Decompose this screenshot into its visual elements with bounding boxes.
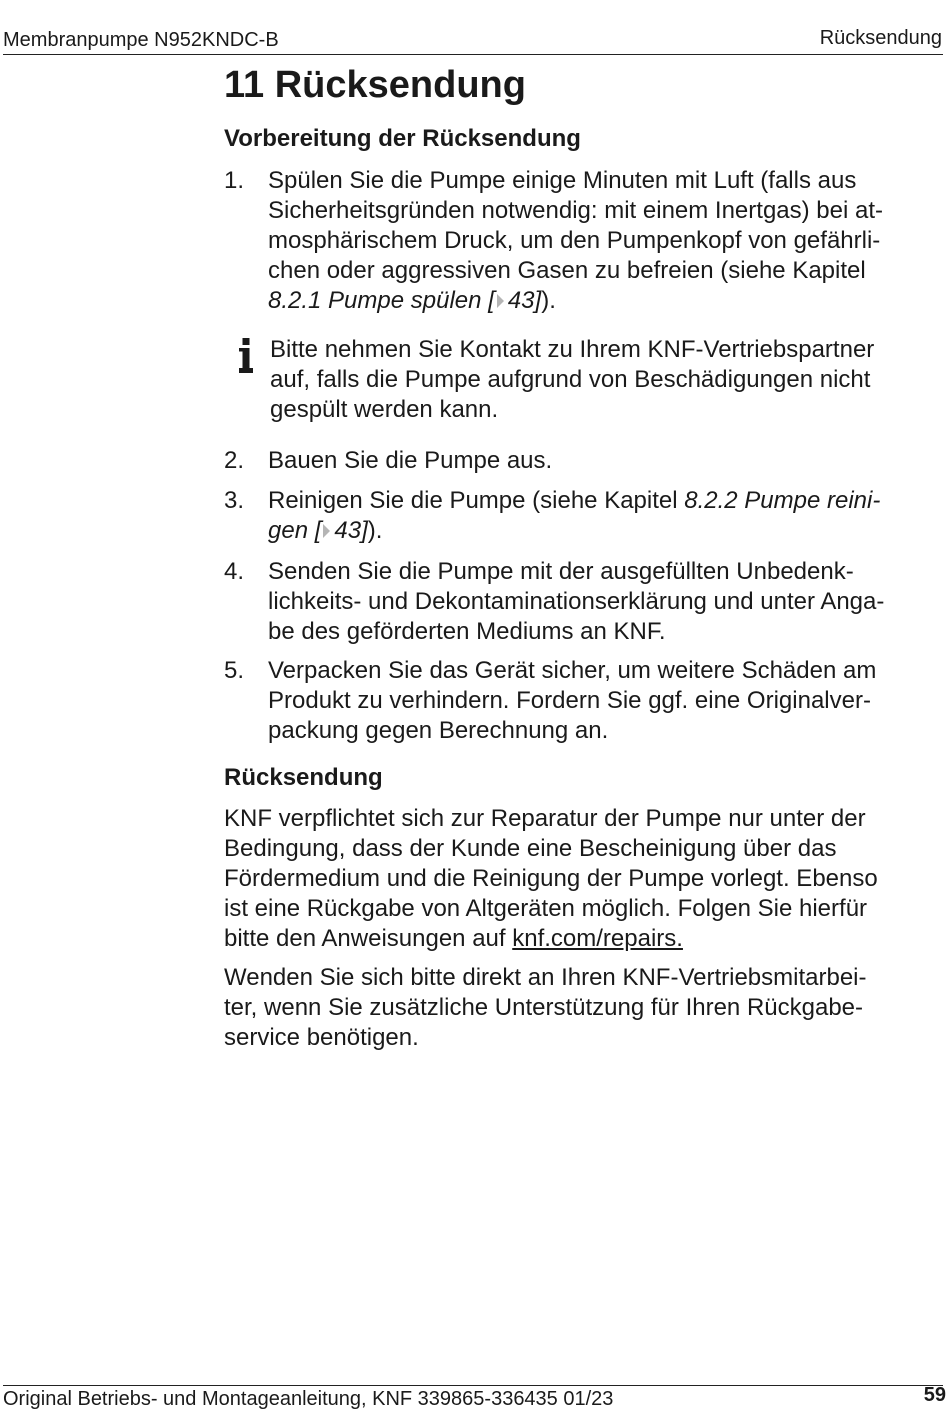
step-text-line: Bauen Sie die Pumpe aus.	[268, 447, 553, 474]
step-text-line: Sicherheitsgründen notwendig: mit einem Inertgas) bei at-	[268, 197, 883, 224]
reference-page: 43]	[334, 517, 368, 544]
reference-tail: ).	[367, 517, 383, 544]
page-arrow-icon	[323, 524, 330, 538]
note-text-line: Bitte nehmen Sie Kontakt zu Ihrem KNF-Vertriebspartner	[270, 336, 875, 363]
info-icon	[238, 338, 254, 374]
paragraph-line: Fördermedium und die Reinigung der Pumpe vorlegt. Ebenso	[224, 865, 878, 892]
page-arrow-icon	[497, 294, 504, 308]
step-text-line: be des geförderten Mediums an KNF.	[268, 618, 666, 645]
footer-divider	[3, 1385, 943, 1386]
note-text-line: auf, falls die Pumpe aufgrund von Beschädigungen nicht	[270, 366, 871, 393]
paragraph-line: service benötigen.	[224, 1024, 419, 1051]
step-text-line: Produkt zu verhindern. Fordern Sie ggf. eine Originalver-	[268, 687, 871, 714]
paragraph-line: Bedingung, dass der Kunde eine Bescheinigung über das	[224, 835, 837, 862]
step-number: 3.	[224, 487, 245, 514]
step-text-line: mosphärischem Druck, um den Pumpenkopf von gefährli-	[268, 227, 881, 254]
step-text-line: Senden Sie die Pumpe mit der ausgefüllten Unbedenk-	[268, 558, 854, 585]
step-number: 4.	[224, 558, 245, 585]
paragraph-line: ter, wenn Sie zusätzliche Unterstützung für Ihren Rückgabe-	[224, 994, 863, 1021]
page-number: 59	[923, 1384, 946, 1406]
step-text-line: lichkeits- und Dekontaminationserklärung und unter Anga-	[268, 588, 885, 615]
step-text-line	[268, 486, 880, 516]
step-text-line	[268, 516, 382, 546]
step-number: 2.	[224, 447, 245, 474]
cross-reference-link[interactable]	[268, 287, 541, 314]
paragraph-text: bitte den Anweisungen auf	[224, 925, 513, 952]
step-text-line: Verpacken Sie das Gerät sicher, um weitere Schäden am	[268, 657, 877, 684]
paragraph-line: ist eine Rückgabe von Altgeräten möglich. Folgen Sie hierfür	[224, 895, 868, 922]
paragraph-line	[224, 924, 683, 954]
step-text-line: packung gegen Berechnung an.	[268, 717, 609, 744]
repairs-link[interactable]: knf.com/repairs.	[512, 925, 683, 952]
paragraph-line: Wenden Sie sich bitte direkt an Ihren KNF-Vertriebsmitarbei-	[224, 964, 867, 991]
header-chapter-name: Rücksendung	[819, 27, 942, 49]
step-text-line: Spülen Sie die Pumpe einige Minuten mit Luft (falls aus	[268, 167, 857, 194]
reference-tail: ).	[541, 287, 556, 314]
step-text-line: chen oder aggressiven Gasen zu befreien (siehe Kapitel	[268, 257, 866, 284]
reference-title[interactable]: 8.2.2 Pumpe reini-	[684, 487, 881, 514]
step-text: Reinigen Sie die Pumpe (siehe Kapitel	[268, 487, 685, 514]
chapter-title: 11 Rücksendung	[224, 64, 526, 106]
step-number: 1.	[224, 167, 245, 194]
reference-title: 8.2.1 Pumpe spülen [	[268, 287, 495, 314]
step-number: 5.	[224, 657, 245, 684]
cross-reference-link[interactable]	[268, 517, 368, 544]
header-divider	[3, 54, 943, 55]
section-heading-return: Rücksendung	[224, 764, 383, 791]
section-heading-preparation: Vorbereitung der Rücksendung	[224, 125, 581, 152]
footer-document-id: Original Betriebs- und Montageanleitung, KNF 339865-336435 01/23	[3, 1388, 614, 1410]
header-document-title: Membranpumpe N952KNDC-B	[3, 29, 279, 51]
reference-title: gen [	[268, 517, 322, 544]
step-text-line	[268, 286, 556, 316]
paragraph-line: KNF verpflichtet sich zur Reparatur der Pumpe nur unter der	[224, 805, 866, 832]
reference-page: 43]	[507, 287, 542, 314]
note-text-line: gespült werden kann.	[270, 396, 499, 423]
